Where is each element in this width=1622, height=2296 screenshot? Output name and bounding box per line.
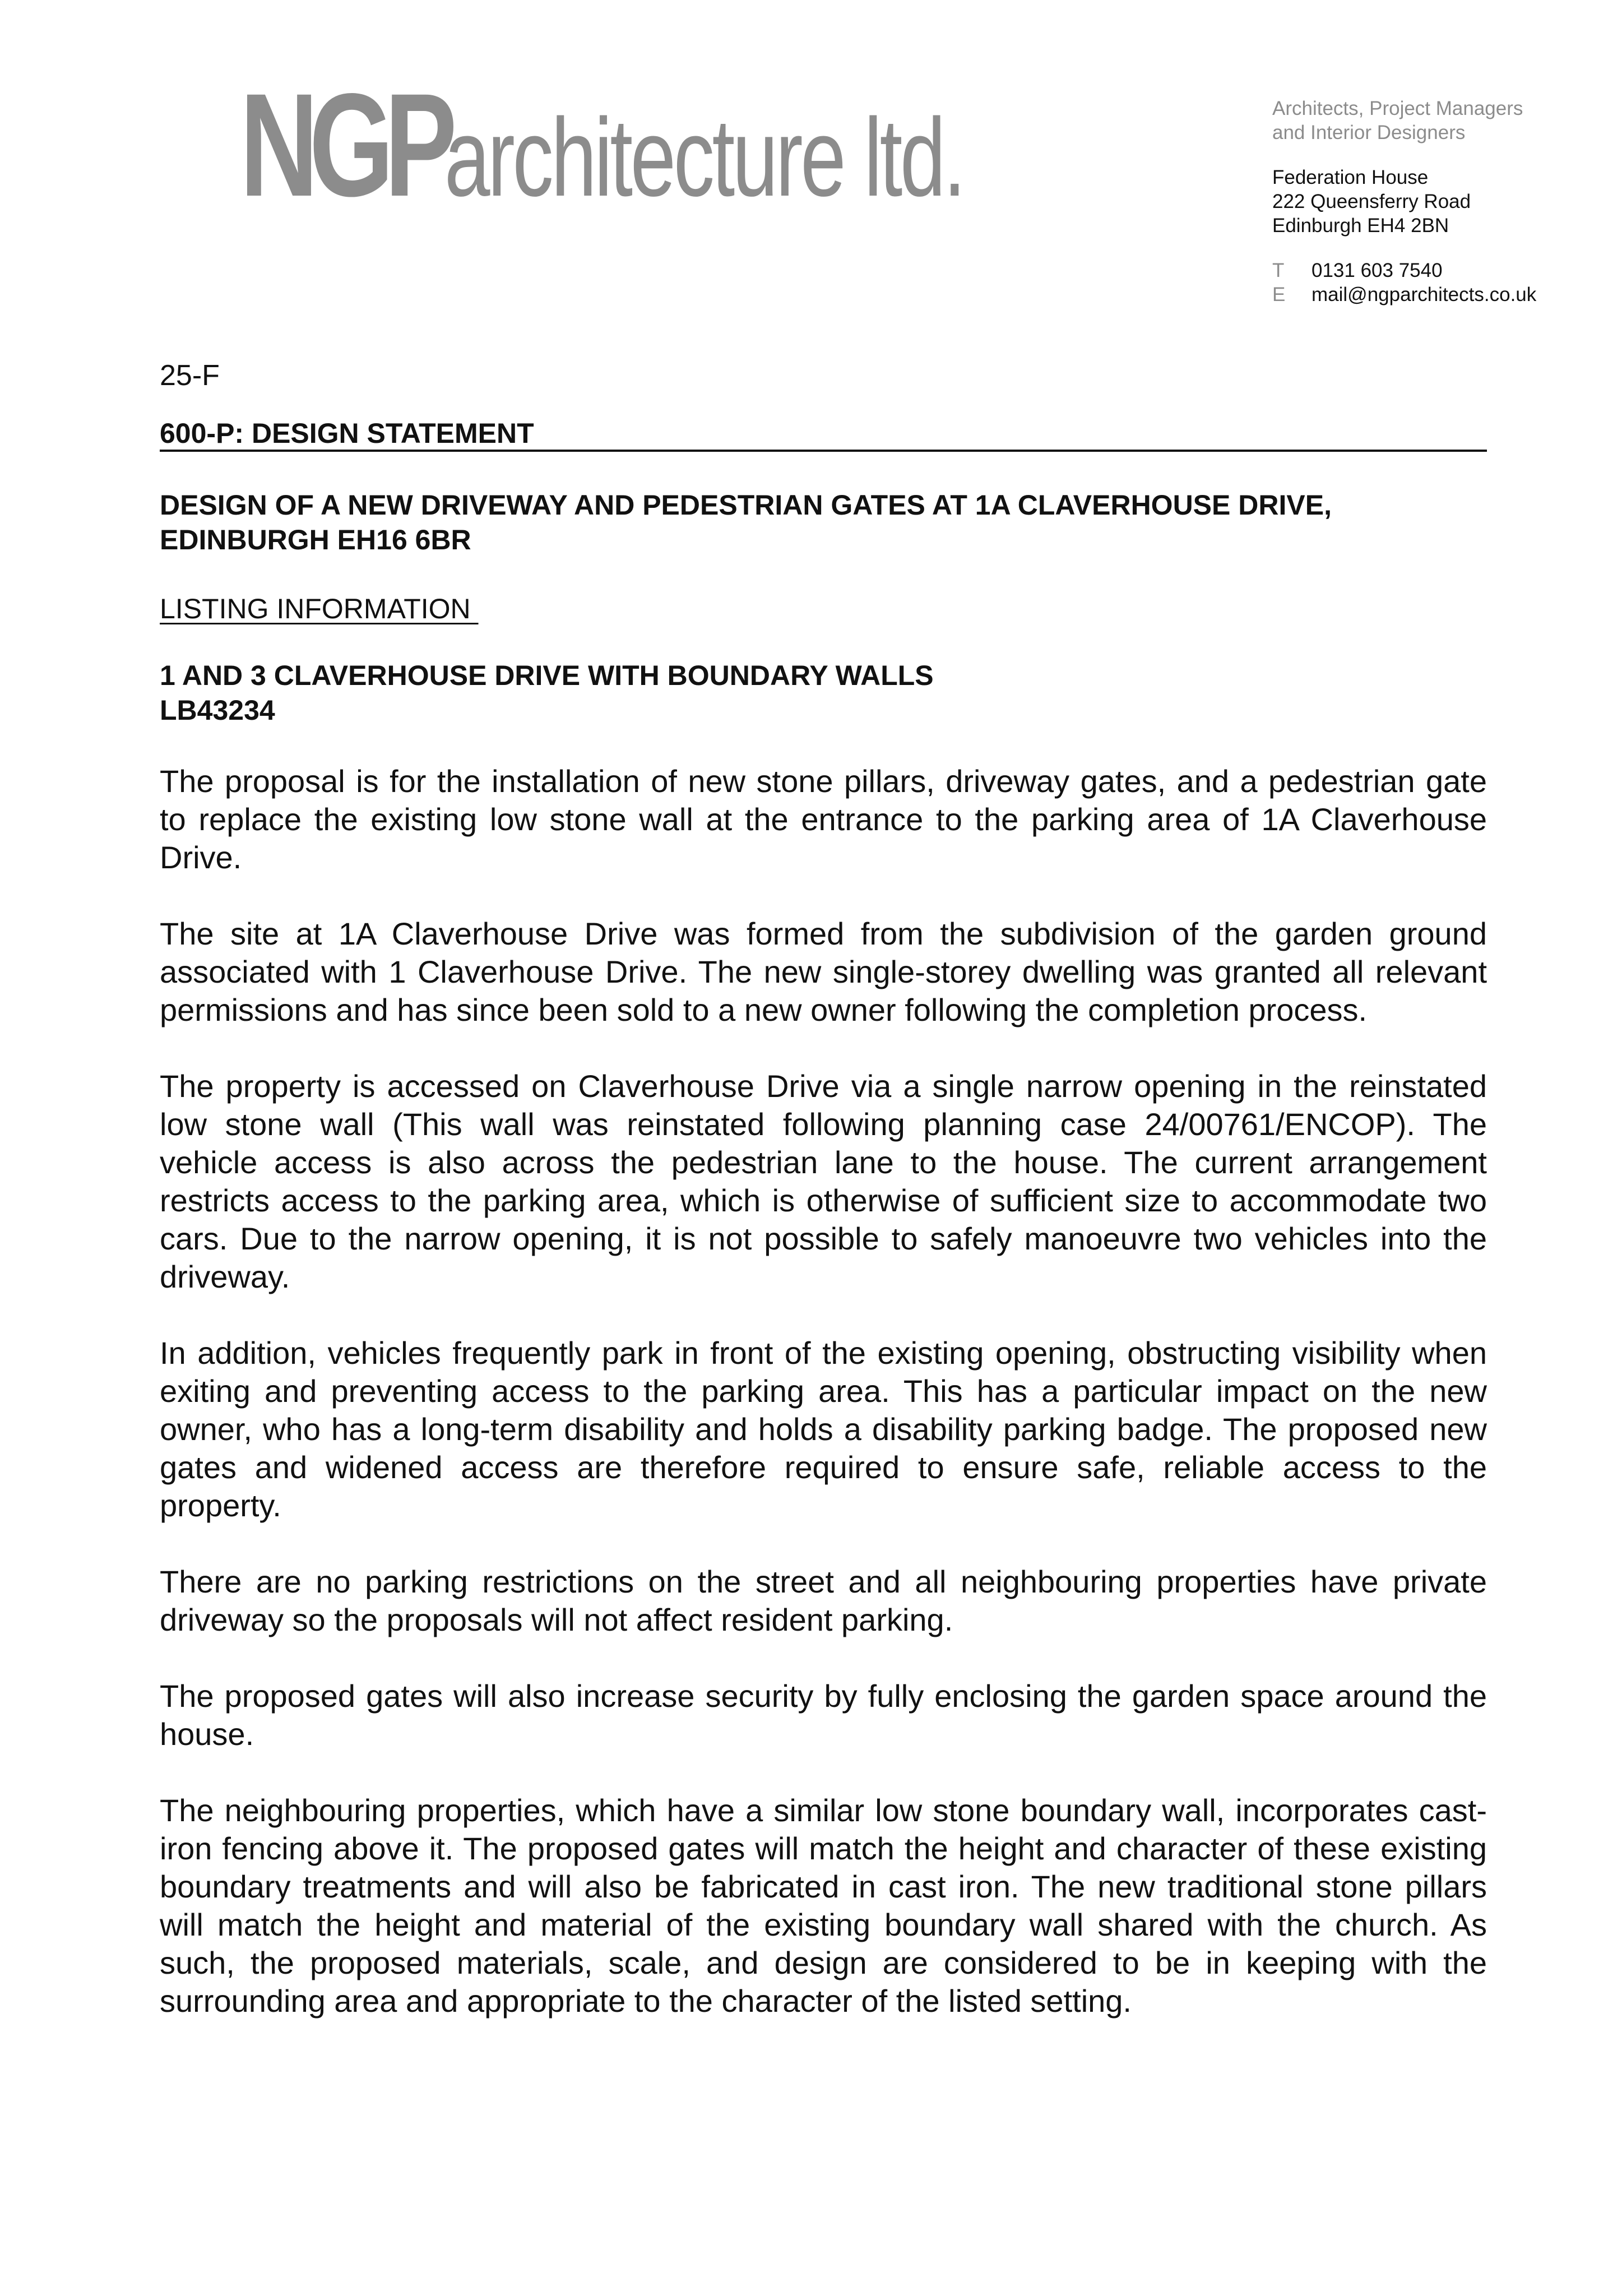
logo-initials: NGP: [240, 63, 448, 227]
address-line: 222 Queensferry Road: [1272, 191, 1471, 212]
phone-row: [1272, 258, 1586, 283]
paragraph: The proposed gates will also increase security by fully enclosing the garden space around the house.: [160, 1678, 1487, 1752]
email-row: [1272, 283, 1586, 307]
firm-description: [1272, 96, 1586, 145]
paragraph: The proposal is for the installation of new stone pillars, driveway gates, and a pedestrian gate to replace the existing low stone wall at the entrance to the parking area of 1A Claverhouse Drive.: [160, 763, 1487, 875]
firm-contact: [1272, 258, 1586, 307]
document-reference: 25-F: [160, 359, 220, 392]
address-line: Federation House: [1272, 166, 1429, 188]
project-title: DESIGN OF A NEW DRIVEWAY AND PEDESTRIAN GATES AT 1A CLAVERHOUSE DRIVE, EDINBURGH EH16 6BR: [160, 489, 1332, 556]
statement-paragraphs: [160, 762, 1487, 2020]
firm-description-line: and Interior Designers: [1272, 122, 1466, 144]
document-body: [160, 359, 1487, 2020]
phone-key: T: [1272, 260, 1285, 281]
firm-address: [1272, 165, 1586, 238]
address-line: Edinburgh EH4 2BN: [1272, 215, 1449, 237]
email-key: E: [1272, 284, 1286, 305]
phone-number: 0131 603 7540: [1311, 260, 1443, 281]
paragraph: In addition, vehicles frequently park in front of the existing opening, obstructing visibility when exiting and preventing access to the parking area. This has a particular impact on the new owner, who has a long-term disability and holds a disability parking badge. The proposed new gates and widened access are therefore required to ensure safe, reliable access to the property.: [160, 1335, 1487, 1523]
listing-reference: LB43234: [160, 695, 275, 726]
paragraph: There are no parking restrictions on the street and all neighbouring properties have private driveway so the proposals will not affect resident parking.: [160, 1564, 1487, 1637]
company-logo: [240, 63, 1146, 227]
firm-contact-block: [1272, 96, 1586, 307]
email-address: mail@ngparchitects.co.uk: [1311, 284, 1537, 305]
paragraph: The neighbouring properties, which have a similar low stone boundary wall, incorporates cast-iron fencing above it. The proposed gates will match the height and character of these existing boundary treatments and will also be fabricated in cast iron. The new traditional stone pillars will match the height and material of the existing boundary wall shared with the church. As such, the proposed materials, scale, and design are considered to be in keeping with the surrounding area and appropriate to the character of the listed setting.: [160, 1793, 1487, 2019]
paragraph: The property is accessed on Claverhouse Drive via a single narrow opening in the reinstated low stone wall (This wall was reinstated following planning case 24/00761/ENCOP). The vehicle access is also across the pedestrian lane to the house. The current arrangement restricts access to the parking area, which is otherwise of sufficient size to accommodate two cars. Due to the narrow opening, it is not possible to safely manoeuvre two vehicles into the driveway.: [160, 1068, 1487, 1294]
paragraph: The site at 1A Claverhouse Drive was formed from the subdivision of the garden ground associated with 1 Claverhouse Drive. The new single-storey dwelling was granted all relevant permissions and has since been sold to a new owner following the completion process.: [160, 916, 1487, 1027]
logo-wordmark: architecture ltd.: [444, 95, 964, 219]
section-title: 600-P: DESIGN STATEMENT: [160, 417, 1487, 452]
listing-name: 1 AND 3 CLAVERHOUSE DRIVE WITH BOUNDARY WALLS: [160, 660, 934, 691]
firm-description-line: Architects, Project Managers: [1272, 98, 1523, 119]
listing-details: [160, 658, 1487, 728]
listing-information-heading: LISTING INFORMATION: [160, 593, 479, 624]
